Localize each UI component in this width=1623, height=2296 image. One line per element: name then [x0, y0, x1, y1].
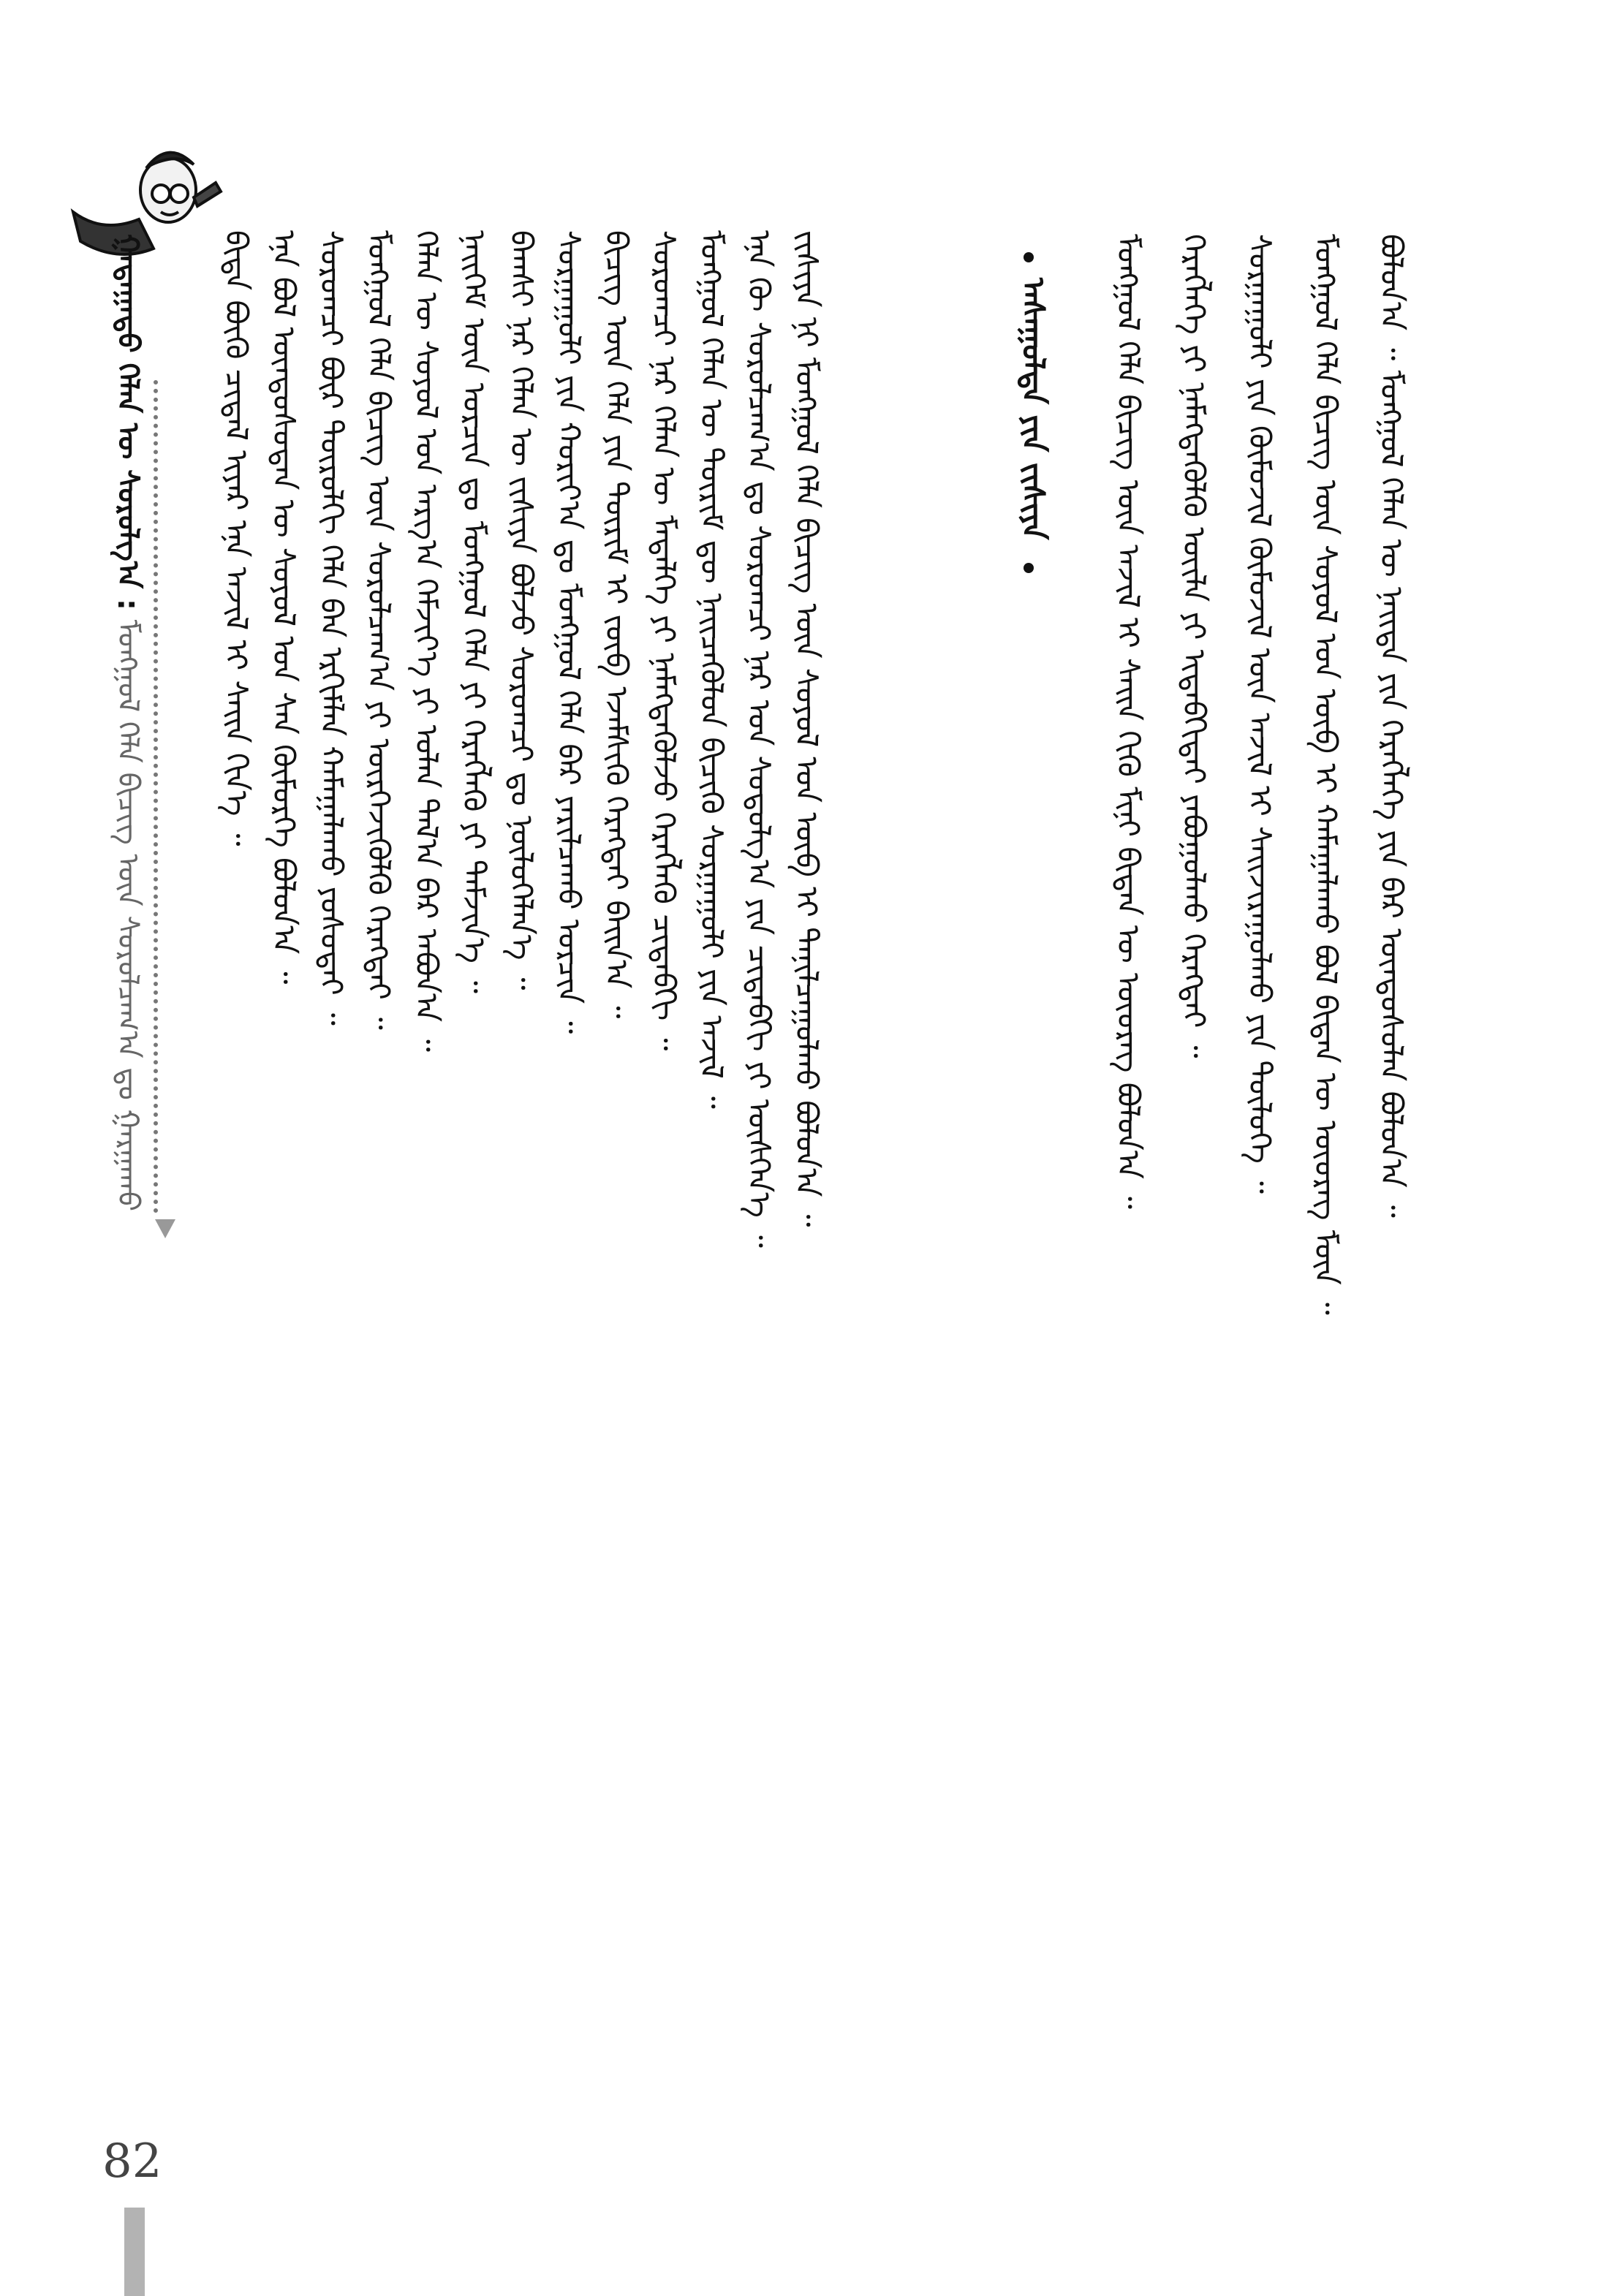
- top-line-1: ᠮᠣᠩᠭᠣᠯ ᠬᠡᠯᠡ ᠪᠢᠴᠢᠭ ᠦᠨ ᠠᠵᠢᠯ ᠢ ᠰᠠᠢᠨ ᠬᠢᠬᠦ ᠮᠢᠨᠢ ᠪᠢᠳᠡᠨ ᠦ ᠦᠦᠷᠡᠭ ᠪᠣᠯᠤᠨ᠎ᠠ ᠃: [1111, 234, 1146, 1209]
- body-line-6: ᠨᠡᠢᠭᠡᠮ ᠦᠨ ᠣᠷᠴᠢᠨ ᠳᠤ ᠮᠣᠩᠭᠣᠯ ᠬᠡᠯᠡ ᠶᠢ ᠬᠡᠷᠡᠭᠯᠡᠬᠦ ᠶᠢ ᠳᠡᠮᠵᠢᠨ᠎ᠡ ᠃: [456, 230, 492, 993]
- page-number: 82: [102, 2134, 162, 2189]
- section-heading: ᠠᠰᠠᠭᠤᠯᠲᠠ ᠶᠢᠨ ᠵᠢᠱᠢᠶᠡ: [1015, 278, 1051, 540]
- body-line-3: ᠰᠤᠷᠤᠭᠴᠢ ᠪᠦᠷ ᠲᠥᠷᠥᠯᠬᠢ ᠬᠡᠯᠡ ᠪᠡᠨ ᠡᠷᠬᠢᠮᠯᠡᠨ ᠬᠠᠮᠠᠭᠠᠯᠠᠬᠤ ᠶᠤᠰᠤᠲᠠᠢ ᠃: [314, 230, 349, 1026]
- body-line-12: ᠡᠨᠡ ᠬᠦ ᠰᠤᠷᠤᠯᠴᠠᠭ᠎ᠠ ᠳᠤ ᠰᠤᠷᠤᠭᠴᠢ ᠨᠠᠷ ᠤᠨ ᠰᠤᠳᠤᠯᠭ᠎ᠠ ᠶᠢᠨ ᠴᠢᠳᠠᠪᠬᠢ ᠶᠢ ᠥᠰᠬᠡᠨ᠎ᠡ ᠃: [741, 230, 777, 1248]
- body-line-5: ᠬᠡᠯᠡᠨ ᠦ ᠰᠣᠶᠣᠯ ᠤᠨ ᠠᠷᠭ᠎ᠠ ᠬᠡᠮᠵᠢᠶ᠎ᠡ ᠶᠢ ᠣᠯᠠᠨ ᠲᠠᠯ᠎ᠠ ᠪᠡᠷ ᠠᠪᠤᠨ᠎ᠠ ᠃: [409, 230, 444, 1052]
- body-line-2: ᠡᠨᠡ ᠪᠣᠯ ᠦᠨᠳᠦᠰᠦᠲᠡᠨ ᠦ ᠰᠣᠶᠣᠯ ᠤᠨ ᠰᠠᠨ ᠬᠥᠮᠥᠷᠭᠡ ᠪᠣᠯᠤᠨ᠎ᠠ ᠃: [266, 230, 302, 985]
- body-line-11: ᠮᠣᠩᠭᠣᠯ ᠬᠡᠯᠡᠨ ᠦ ᠳᠦᠷᠢᠮ ᠳᠦ ᠨᠡᠢᠴᠡᠭᠦᠯᠦᠨ ᠪᠢᠴᠢᠬᠦ ᠰᠤᠷᠭᠠᠭᠤᠯᠢ ᠶᠢᠨ ᠠᠵᠢᠯ ᠃: [694, 230, 730, 1109]
- running-head-title: ᠭᠠᠳᠠᠭᠠᠳᠤ ᠬᠡᠯᠡᠨ ᠦ ᠰᠤᠷᠤᠯᠭ᠎ᠠ :: [111, 234, 145, 610]
- top-line-3: ᠰᠤᠷᠭᠠᠭᠤᠯᠢ ᠶᠢᠨ ᠬᠦᠮᠦᠵᠢᠯ ᠬᠥᠮᠦᠵᠢᠯ ᠦᠨ ᠠᠵᠢᠯ ᠢ ᠰᠠᠢᠵᠢᠷᠠᠭᠤᠯᠬᠤ ᠶᠢᠨ ᠲᠥᠯᠦᠭᠡ ᠃: [1242, 234, 1278, 1194]
- body-line-1: ᠪᠢᠳᠡ ᠪᠦᠬᠦ ᠴᠢᠳᠠᠯ ᠢᠶᠠᠷ ᠡᠨᠡ ᠠᠵᠢᠯ ᠢ ᠰᠠᠢᠨ ᠬᠢᠨ᠎ᠡ ᠃: [219, 230, 254, 846]
- top-line-5: ᠪᠣᠯᠤᠨ᠎ᠠ ᠃ ᠮᠣᠩᠭᠣᠯ ᠬᠡᠯᠡᠨ ᠦ ᠨᠡᠢᠲᠡ ᠶᠢᠨ ᠬᠡᠷᠡᠭᠯᠡᠭᠡ ᠶᠢᠨ ᠪᠡᠷ ᠦᠨᠳᠦᠰᠦᠯᠡᠨ ᠪᠣᠯᠤᠨ᠎ᠠ ᠃: [1374, 234, 1410, 1218]
- top-line-4: ᠮᠣᠩᠭᠣᠯ ᠬᠡᠯᠡ ᠪᠢᠴᠢᠭ ᠦᠨ ᠰᠣᠶᠣᠯ ᠤᠨ ᠦᠪ ᠢ ᠬᠠᠮᠠᠭᠠᠯᠠᠬᠤ ᠪᠣᠯ ᠪᠢᠳᠡᠨ ᠦ ᠦᠦᠷᠡᠭ ᠮᠥᠨ ᠃: [1308, 234, 1344, 1315]
- heading-bullet-bottom: [1024, 563, 1034, 573]
- running-head: [102, 234, 154, 1257]
- body-line-10: ᠰᠤᠷᠤᠭᠴᠢ ᠨᠠᠷ ᠬᠡᠯᠡᠨ ᠦ ᠮᠡᠳᠡᠯᠭᠡ ᠶᠢ ᠨᠡᠮᠡᠭᠳᠡᠭᠦᠯᠵᠦ ᠬᠡᠷᠡᠭᠯᠡᠬᠦ ᠴᠢᠳᠠᠪᠬᠢ ᠃: [646, 230, 682, 1051]
- body-line-9: ᠪᠢᠴᠢᠭ ᠦᠨ ᠬᠡᠯᠡ ᠶᠢᠨ ᠳᠦᠷᠢᠮ ᠢ ᠵᠥᠪ ᠡᠵᠡᠮᠰᠢᠬᠦ ᠬᠡᠷᠡᠭᠲᠡᠢ ᠪᠠᠢᠨ᠎ᠠ ᠃: [599, 230, 635, 1019]
- running-head-subtitle: ᠮᠣᠩᠭᠣᠯ ᠬᠡᠯᠡ ᠪᠢᠴᠢᠭ ᠦᠨ ᠰᠤᠷᠤᠯᠴᠠᠭ᠎ᠠ ᠳᠤ ᠭᠠᠷᠭᠠᠬᠤ: [111, 619, 145, 1212]
- dotted-rule: [154, 380, 158, 1213]
- heading-bullet-top: [1024, 252, 1034, 262]
- body-line-4: ᠮᠣᠩᠭᠣᠯ ᠬᠡᠯᠡ ᠪᠢᠴᠢᠭ ᠦᠨ ᠰᠤᠷᠤᠯᠴᠠᠭ᠎ᠠ ᠶᠢ ᠥᠷᠭᠡᠵᠢᠭᠦᠯᠬᠦ ᠬᠡᠷᠡᠭᠲᠡᠢ ᠃: [361, 230, 397, 1030]
- top-line-2: ᠬᠡᠷᠡᠭᠯᠡᠭᠡ ᠶᠢ ᠨᠡᠮᠡᠭᠳᠡᠭᠦᠯᠬᠦ ᠦᠢᠯᠡ ᠶᠢ ᠢᠳᠡᠪᠬᠢᠳᠡᠢ ᠶᠠᠪᠤᠭᠤᠯᠬᠤ ᠬᠡᠷᠡᠭᠲᠡᠢ ᠃: [1176, 234, 1212, 1058]
- arrow-down-icon: [155, 1219, 175, 1238]
- body-line-7: ᠪᠠᠭᠰᠢ ᠨᠠᠷ ᠬᠡᠯᠡᠨ ᠦ ᠵᠢᠱᠢᠶᠡ ᠪᠣᠯᠵᠤ ᠰᠤᠷᠤᠭᠴᠢ ᠳᠤ ᠨᠥᠯᠦᠭᠡᠯᠡᠨ᠎ᠡ ᠃: [504, 230, 540, 990]
- body-line-13: ᠵᠢᠱᠢᠶᠡ ᠨᠢ ᠮᠣᠩᠭᠣᠯ ᠬᠡᠯᠡ ᠪᠢᠴᠢᠭ ᠦᠨ ᠰᠣᠶᠣᠯ ᠤᠨ ᠦᠪ ᠢ ᠲᠠᠨᠢᠯᠴᠠᠭᠤᠯᠬᠤ ᠪᠣᠯᠤᠨ᠎ᠠ ᠃: [789, 230, 825, 1227]
- page-tab-marker: [124, 2208, 145, 2296]
- body-line-8: ᠰᠤᠷᠭᠠᠭᠤᠯᠢ ᠶᠢᠨ ᠬᠣᠷᠢᠶ᠎ᠠ ᠳᠤ ᠮᠣᠩᠭᠣᠯ ᠬᠡᠯᠡ ᠪᠡᠷ ᠶᠠᠷᠢᠯᠴᠠᠬᠤ ᠣᠷᠴᠢᠨ ᠃: [551, 230, 587, 1034]
